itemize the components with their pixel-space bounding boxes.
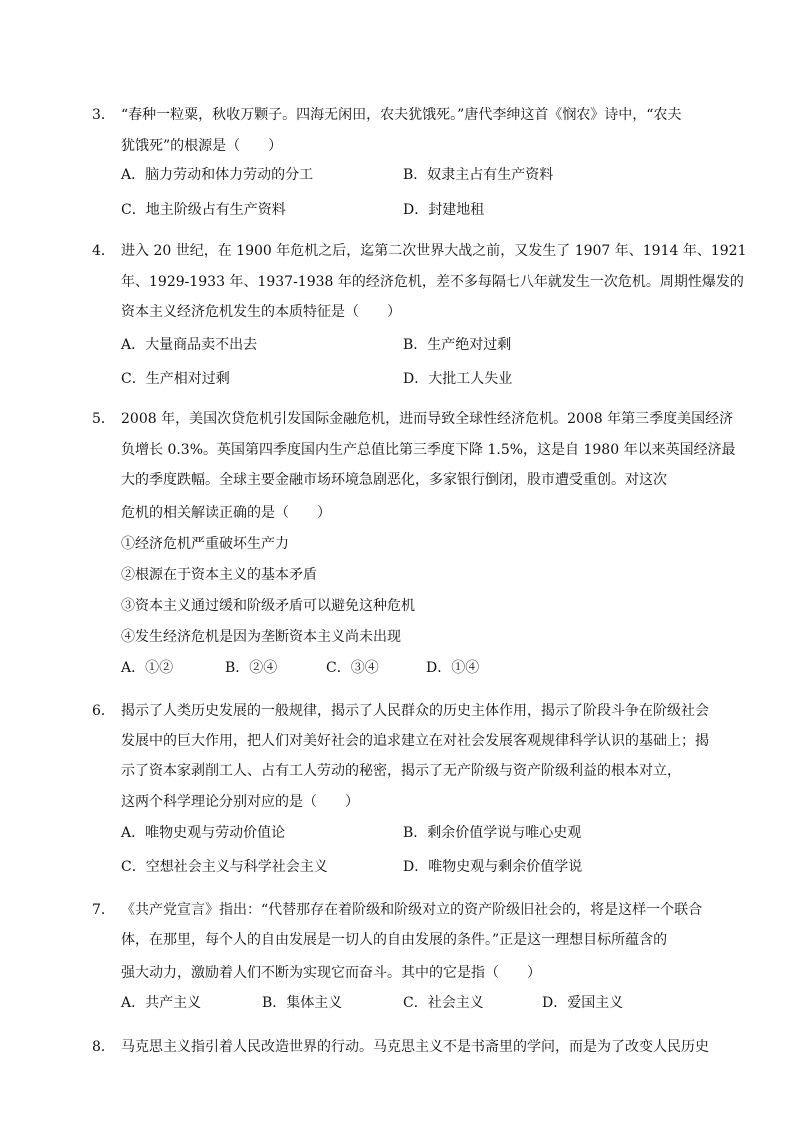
option-d: D．①④ — [426, 660, 480, 676]
question-number: 3． — [92, 107, 115, 123]
option-a: A．共产主义 — [121, 995, 202, 1011]
option-d: D．封建地租 — [403, 202, 485, 218]
option-d: D．大批工人失业 — [403, 371, 513, 387]
stem-line: 《共产党宣言》指出：“代替那存在着阶级和阶级对立的资产阶级旧社会的，将是这样一个联合 — [121, 902, 703, 918]
statement-item: ②根源在于资本主义的基本矛盾 — [121, 567, 317, 583]
question-number: 4． — [92, 243, 115, 259]
option-b: B．集体主义 — [262, 995, 343, 1011]
option-b: B．剩余价值学说与唯心史观 — [403, 825, 582, 841]
statement-item: ③资本主义通过缓和阶级矛盾可以避免这种危机 — [121, 598, 415, 614]
stem-line: 负增长 0.3%。英国第四季度国内生产总值比第三季度下降 1.5%，这是自 1980 年以来英国经济最 — [121, 442, 736, 458]
option-c: C．生产相对过剩 — [121, 371, 230, 387]
option-a: A．①② — [121, 660, 174, 676]
stem-line: “春种一粒粟，秋收万颗子。四海无闲田，农夫犹饿死。”唐代李绅这首《悯农》诗中，“农夫 — [121, 107, 682, 123]
option-c: C．③④ — [326, 660, 379, 676]
stem-line: 强大动力，激励着人们不断为实现它而奋斗。其中的它是指（ ） — [121, 965, 541, 981]
stem-line: 这两个科学理论分别对应的是（ ） — [121, 794, 359, 810]
stem-line: 2008 年，美国次贷危机引发国际金融危机，进而导致全球性经济危机。2008 年第三季度美国经济 — [121, 411, 734, 427]
stem-line: 犹饿死”的根源是（ ） — [121, 138, 283, 154]
statement-item: ④发生经济危机是因为垄断资本主义尚未出现 — [121, 629, 401, 645]
stem-line: 发展中的巨大作用，把人们对美好社会的追求建立在对社会发展客观规律科学认识的基础上；揭 — [121, 733, 709, 749]
stem-line: 揭示了人类历史发展的一般规律，揭示了人民群众的历史主体作用，揭示了阶段斗争在阶级社会 — [121, 703, 709, 719]
question-number: 7． — [92, 902, 115, 918]
stem-line: 示了资本家剥削工人、占有工人劳动的秘密，揭示了无产阶级与资产阶级利益的根本对立， — [121, 763, 681, 779]
option-a: A．脑力劳动和体力劳动的分工 — [121, 167, 314, 183]
stem-line: 进入 20 世纪，在 1900 年危机之后，迄第二次世界大战之前，又发生了 1907 年、1914 年、1921 — [121, 243, 747, 259]
question-number: 8． — [92, 1039, 115, 1055]
stem-line: 马克思主义指引着人民改造世界的行动。马克思主义不是书斋里的学问，而是为了改变人民历史 — [121, 1039, 709, 1055]
option-c: C．空想社会主义与科学社会主义 — [121, 859, 328, 875]
question-number: 6． — [92, 703, 115, 719]
stem-line: 资本主义经济危机发生的本质特征是（ ） — [121, 304, 401, 320]
question-number: 5． — [92, 411, 115, 427]
stem-line: 大的季度跌幅。全球主要金融市场环境急剧恶化，多家银行倒闭，股市遭受重创。对这次 — [121, 472, 667, 488]
option-b: B．生产绝对过剩 — [403, 337, 512, 353]
option-b: B．②④ — [225, 660, 278, 676]
stem-line: 危机的相关解读正确的是（ ） — [121, 505, 331, 521]
option-b: B．奴隶主占有生产资料 — [403, 167, 554, 183]
option-d: D．爱国主义 — [542, 995, 624, 1011]
option-c: C．地主阶级占有生产资料 — [121, 202, 286, 218]
option-c: C．社会主义 — [403, 995, 484, 1011]
stem-line: 年、1929-1933 年、1937-1938 年的经济危机，差不多每隔七八年就发生一次危机。周期性爆发的 — [121, 274, 744, 290]
option-d: D．唯物史观与剩余价值学说 — [403, 859, 583, 875]
stem-line: 体，在那里，每个人的自由发展是一切人的自由发展的条件。”正是这一理想目标所蕴含的 — [121, 932, 668, 948]
option-a: A．大量商品卖不出去 — [121, 337, 258, 353]
statement-item: ①经济危机严重破坏生产力 — [121, 536, 289, 552]
option-a: A．唯物史观与劳动价值论 — [121, 825, 286, 841]
